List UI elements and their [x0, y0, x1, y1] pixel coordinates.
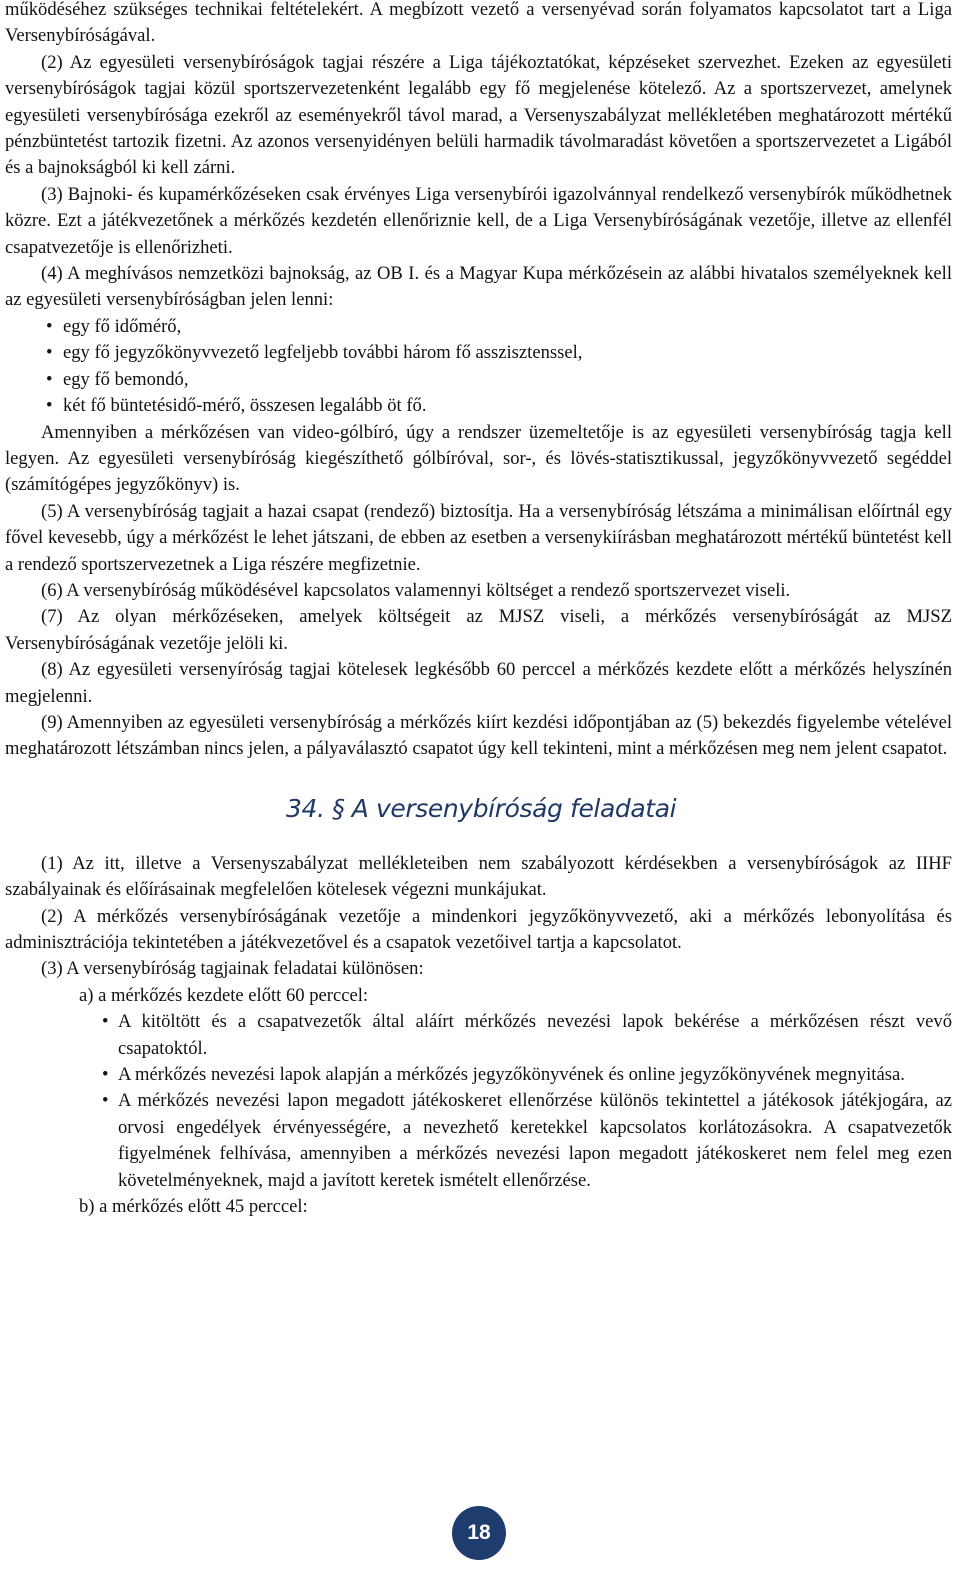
- paragraph-13: (3) A versenybíróság tagjainak feladatai különösen:: [41, 958, 424, 980]
- bullet-icon: •: [102, 1064, 109, 1086]
- bullet-icon: •: [46, 395, 53, 417]
- paragraph-5: Amennyiben a mérkőzésen van video-gólbíró, úgy a rendszer üzemeltetője is az egyesületi versenybíróság tagja kell legyen. Az egyesületi versenybíróság kiegészíthető gólbíróval, sor-, és lövés-statisztikussal, jegyzőkönyvvezető segéddel (számítógépes jegyzőkönyv) is.: [5, 421, 952, 496]
- subsection-a: a) a mérkőzés kezdete előtt 60 perccel:: [79, 984, 369, 1006]
- paragraph-9: (8) Az egyesületi versenyíróság tagjai kötelesek legkésőbb 60 perccel a mérkőzés kezdete előtt a mérkőzés helyszínén megjelenni.: [5, 659, 952, 707]
- paragraph-12: (2) A mérkőzés versenybíróságának vezetője a mindenkori jegyzőkönyvvezető, aki a mérkőzés lebonyolítása és adminisztrációja tekintetében a játékvezetővel és a csapatok vezetőivel tartja a kapcsolatot.: [5, 905, 952, 953]
- bullet-icon: •: [46, 315, 53, 337]
- tasks-list: [5, 1009, 952, 1194]
- list-item: • A mérkőzés nevezési lapok alapján a mérkőzés jegyzőkönyvének és online jegyzőkönyvének megnyitása.: [118, 1062, 952, 1088]
- subsection-b: b) a mérkőzés előtt 45 perccel:: [79, 1196, 308, 1218]
- paragraph-8: (7) Az olyan mérkőzéseken, amelyek költségeit az MJSZ viseli, a mérkőzés versenybíróságát az MJSZ Versenybíróságának vezetője jelöli ki.: [5, 606, 952, 654]
- bullet-icon: •: [102, 1090, 109, 1112]
- list-item: • A kitöltött és a csapatvezetők által aláírt mérkőzés nevezési lapok bekérése a mérkőzésen részt vevő csapatoktól.: [102, 1011, 952, 1059]
- paragraph-10: (9) Amennyiben az egyesületi versenybíróság a mérkőzés kiírt kezdési időpontjában az (5) bekezdés figyelembe vételével meghatározott létszámban nincs jelen, a pályaválasztó csapatot úgy kell tekinteni, mint a mérkőzésen meg nem jelent csapatot.: [5, 711, 952, 760]
- paragraph-continuation: működéséhez szükséges technikai feltételekért. A megbízott vezető a versenyévad során folyamatos kapcsolatot tart a Liga Versenybíróságával.: [5, 0, 952, 47]
- paragraph-4: (4) A meghívásos nemzetközi bajnokság, az OB I. és a Magyar Kupa mérkőzésein az alábbi hivatalos személyeknek kell az egyesületi versenybíróságban jelen lenni:: [5, 263, 952, 311]
- paragraph-3: (3) Bajnoki- és kupamérkőzéseken csak érvényes Liga versenybírói igazolvánnyal rendelkező versenybírók működhetnek közre. Ezt a játékvezetőnek a mérkőzés kezdetén ellenőriznie kell, de a Liga Versenybíróságának vezetője, illetve az ellenfél csapatvezetője is ellenőrizheti.: [5, 183, 952, 258]
- list-item: • A mérkőzés nevezési lapon megadott játékoskeret ellenőrzése különös tekintettel a játékosok játékjogára, az orvosi engedélyek érvényességére, a nevezhető keretekkel kapcsolatos korlátozásokra. A csapatvezetők figyelmének felhívása, amennyiben a mérkőzés nevezési lapon megadott játékoskeret nem felel meg ezen követelményeknek, majd a javított keretek ismételt ellenőrzése.: [102, 1090, 952, 1191]
- bullet-icon: •: [46, 342, 53, 364]
- officials-list: [5, 314, 952, 420]
- paragraph-2: (2) Az egyesületi versenybíróságok tagjai részére a Liga tájékoztatókat, képzéseket szervezhet. Ezeken az egyesületi versenybíróságok tagjai közül sportszervezetenként legalább egy fő megjelenése kötelező. Az a sportszervezet, amelynek egyesületi versenybírósága ezekről az eseményekről távol marad, a Versenyszabályzat mellékletében meghatározott mértékű pénzbüntetést tartozik fizetni. Az azonos versenyidényen belüli harmadik távolmaradást követően a sportszervezetet a Ligából és a bajnokságból ki kell zárni.: [5, 51, 952, 179]
- page-number-badge: 18: [452, 1506, 506, 1560]
- list-item: • egy fő bemondó,: [63, 367, 952, 393]
- section-heading: 34. § A versenybíróság feladatai: [286, 793, 677, 823]
- list-item: • egy fő időmérő,: [63, 314, 952, 340]
- document-page: [5, 0, 952, 1220]
- paragraph-7: (6) A versenybíróság működésével kapcsolatos valamennyi költséget a rendező sportszervezet viseli.: [41, 579, 791, 601]
- paragraph-11: (1) Az itt, illetve a Versenyszabályzat mellékleteiben nem szabályozott kérdésekben a versenybíróságok az IIHF szabályainak és előírásainak megfelelően kötelesek végezni munkájukat.: [5, 852, 952, 901]
- bullet-icon: •: [102, 1011, 109, 1033]
- list-item: • egy fő jegyzőkönyvvezető legfeljebb további három fő asszisztenssel,: [63, 340, 952, 366]
- bullet-icon: •: [46, 368, 53, 390]
- paragraph-6: (5) A versenybíróság tagjait a hazai csapat (rendező) biztosítja. Ha a versenybíróság létszáma a minimálisan előírtnál egy fővel kevesebb, úgy a mérkőzést le lehet játszani, de ebben az esetben a versenykiírásban meghatározott mértékű büntetést kell a rendező sportszervezetnek a Liga részére megfizetnie.: [5, 500, 952, 575]
- list-item: • két fő büntetésidő-mérő, összesen legalább öt fő.: [63, 393, 952, 419]
